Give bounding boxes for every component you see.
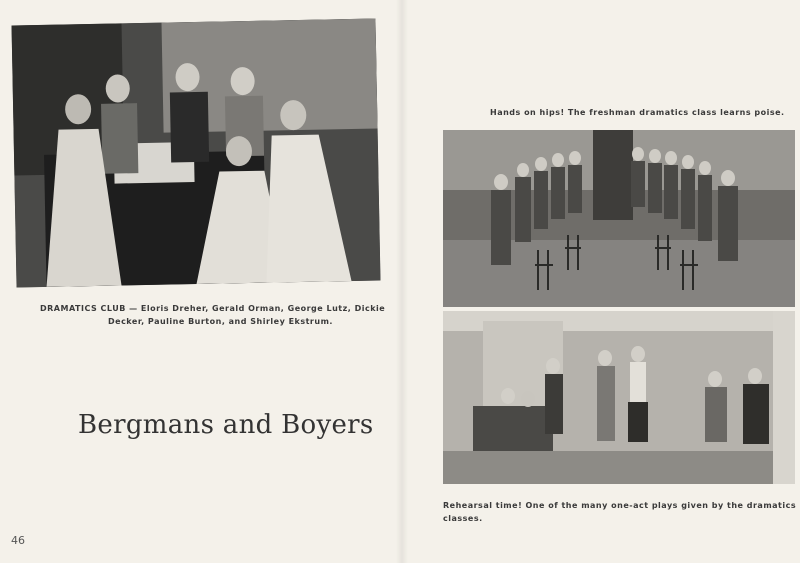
page-number: 46 (11, 534, 25, 547)
club-caption-line2: Decker, Pauline Burton, and Shirley Ekstrum. (108, 317, 333, 326)
rehearsal-caption: Rehearsal time! One of the many one-act plays given by the dramatics classes. (443, 501, 797, 523)
club-caption-line1: DRAMATICS CLUB — Eloris Dreher, Gerald Orman, George Lutz, Dickie (40, 304, 386, 313)
page-gutter (396, 0, 408, 563)
club-photo-caption (40, 302, 400, 328)
freshman-class-photo (443, 130, 795, 307)
rehearsal-photo (443, 311, 795, 484)
freshman-class-caption: Hands on hips! The freshman dramatics class learns poise. (490, 108, 785, 117)
section-title: Bergmans and Boyers (78, 410, 374, 440)
dramatics-club-photo (12, 19, 381, 288)
